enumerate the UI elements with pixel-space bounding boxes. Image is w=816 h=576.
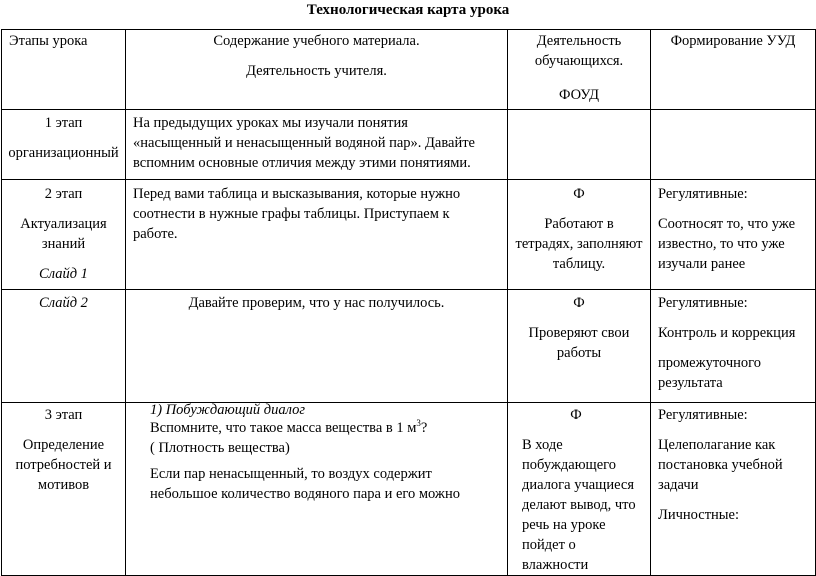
row2-students-line: таблицу. xyxy=(552,256,606,272)
row3-content xyxy=(126,290,508,403)
row2-students-line: Ф xyxy=(573,186,585,202)
row2-uud-line: известно, то что уже xyxy=(658,236,785,252)
row4-students-line: пойдет о влажности xyxy=(522,537,589,573)
row2-content-line: работе. xyxy=(133,226,178,242)
row1-students xyxy=(508,110,651,180)
header-stages-label: Этапы урока xyxy=(9,33,88,49)
row2-uud-line: изучали ранее xyxy=(658,256,746,272)
header-students-line: ФОУД xyxy=(559,87,599,103)
row4-content-superscript: 3 xyxy=(416,418,421,429)
row4-content-text: Вспомните, что такое масса вещества в 1 м xyxy=(150,420,417,436)
row4-dialog-heading: 1) Побуждающий диалог xyxy=(150,402,306,418)
row1-uud xyxy=(651,110,816,180)
row4-uud-line: Целеполагание как xyxy=(658,437,776,453)
row4-students-line: побуждающего xyxy=(522,457,616,473)
row4-stage-line: мотивов xyxy=(37,477,90,493)
header-stages xyxy=(2,30,126,110)
row2-uud-line: Регулятивные: xyxy=(658,186,748,202)
header-uud xyxy=(651,30,816,110)
header-uud-label: Формирование УУД xyxy=(670,33,796,49)
row2-content-line: Перед вами таблица и высказывания, которые нужно xyxy=(133,186,461,202)
row4-uud-line: постановка учебной xyxy=(658,457,783,473)
row3-uud-line: результата xyxy=(658,375,723,391)
row1-stage-line: 1 этап xyxy=(44,115,83,131)
header-content xyxy=(126,30,508,110)
row2-stage-line: Актуализация xyxy=(20,216,107,232)
header-content-line: Содержание учебного материала. xyxy=(213,33,420,49)
row3-uud-line: Контроль и коррекция xyxy=(658,325,796,341)
row1-content xyxy=(126,110,508,180)
header-content-line: Деятельность учителя. xyxy=(246,63,387,79)
header-students-line: обучающихся. xyxy=(534,53,624,69)
row3-uud-line: промежуточного xyxy=(658,355,762,371)
row2-stage-line: знаний xyxy=(41,236,86,252)
row2-content xyxy=(126,180,508,290)
row3-students-line: работы xyxy=(556,345,602,361)
row4-students-line: делают вывод, что xyxy=(522,497,636,513)
row2-stage-line: 2 этап xyxy=(44,186,83,202)
table-row xyxy=(2,110,816,180)
row1-content-line: вспомним основные отличия между этими понятиями. xyxy=(133,155,471,171)
row2-students xyxy=(508,180,651,290)
row4-content-text: ? xyxy=(420,420,428,436)
row2-uud xyxy=(651,180,816,290)
page-title: Технологическая карта урока xyxy=(306,2,510,18)
row4-stage-line: Определение xyxy=(22,437,105,453)
row3-students-line: Ф xyxy=(573,295,585,311)
row2-students-line: тетрадях, заполняют xyxy=(515,236,643,252)
row4-students-line: В ходе xyxy=(522,437,563,453)
row4-students-line: диалога учащиеся xyxy=(522,477,634,493)
row3-slide-label: Слайд 2 xyxy=(39,295,88,311)
row4-content-line: ( Плотность вещества) xyxy=(150,440,290,456)
row3-content-line: Давайте проверим, что у нас получилось. xyxy=(188,295,445,311)
table-row xyxy=(2,180,816,290)
row1-content-line: «насыщенный и ненасыщенный водяной пар». Давайте xyxy=(133,135,475,151)
row2-uud-line: Соотносят то, что уже xyxy=(658,216,796,232)
header-students-line: Деятельность xyxy=(536,33,622,49)
row4-uud-line: задачи xyxy=(658,477,699,493)
row1-stage-line: организационный xyxy=(8,145,119,161)
row4-students-line: Ф xyxy=(570,407,582,423)
row3-students-line: Проверяют свои xyxy=(528,325,630,341)
row3-uud-line: Регулятивные: xyxy=(658,295,748,311)
row4-content-line: Если пар ненасыщенный, то воздух содержит xyxy=(150,466,432,482)
row4-uud-line: Личностные: xyxy=(658,507,739,523)
row2-slide-label: Слайд 1 xyxy=(39,266,88,282)
row2-stage xyxy=(2,180,126,290)
row4-stage-line: потребностей и xyxy=(15,457,112,473)
row4-content-line: небольшое количество водяного пара и его можно xyxy=(150,486,460,502)
header-students xyxy=(508,30,651,110)
table-header-row xyxy=(2,30,816,110)
row1-stage xyxy=(2,110,126,180)
lesson-map-table xyxy=(1,29,816,576)
row2-content-line: соотнести в нужные графы таблицы. Приступаем к xyxy=(133,206,450,222)
row3-students xyxy=(508,290,651,403)
table-row xyxy=(2,290,816,403)
row3-uud xyxy=(651,290,816,403)
row4-students-line: речь на уроке xyxy=(522,517,606,533)
row4-uud-line: Регулятивные: xyxy=(658,407,748,423)
row4-content-line xyxy=(150,418,501,438)
row1-content-line: На предыдущих уроках мы изучали понятия xyxy=(133,115,408,131)
row3-stage xyxy=(2,290,126,403)
row2-students-line: Работают в xyxy=(544,216,614,232)
row4-stage-line: 3 этап xyxy=(44,407,83,423)
